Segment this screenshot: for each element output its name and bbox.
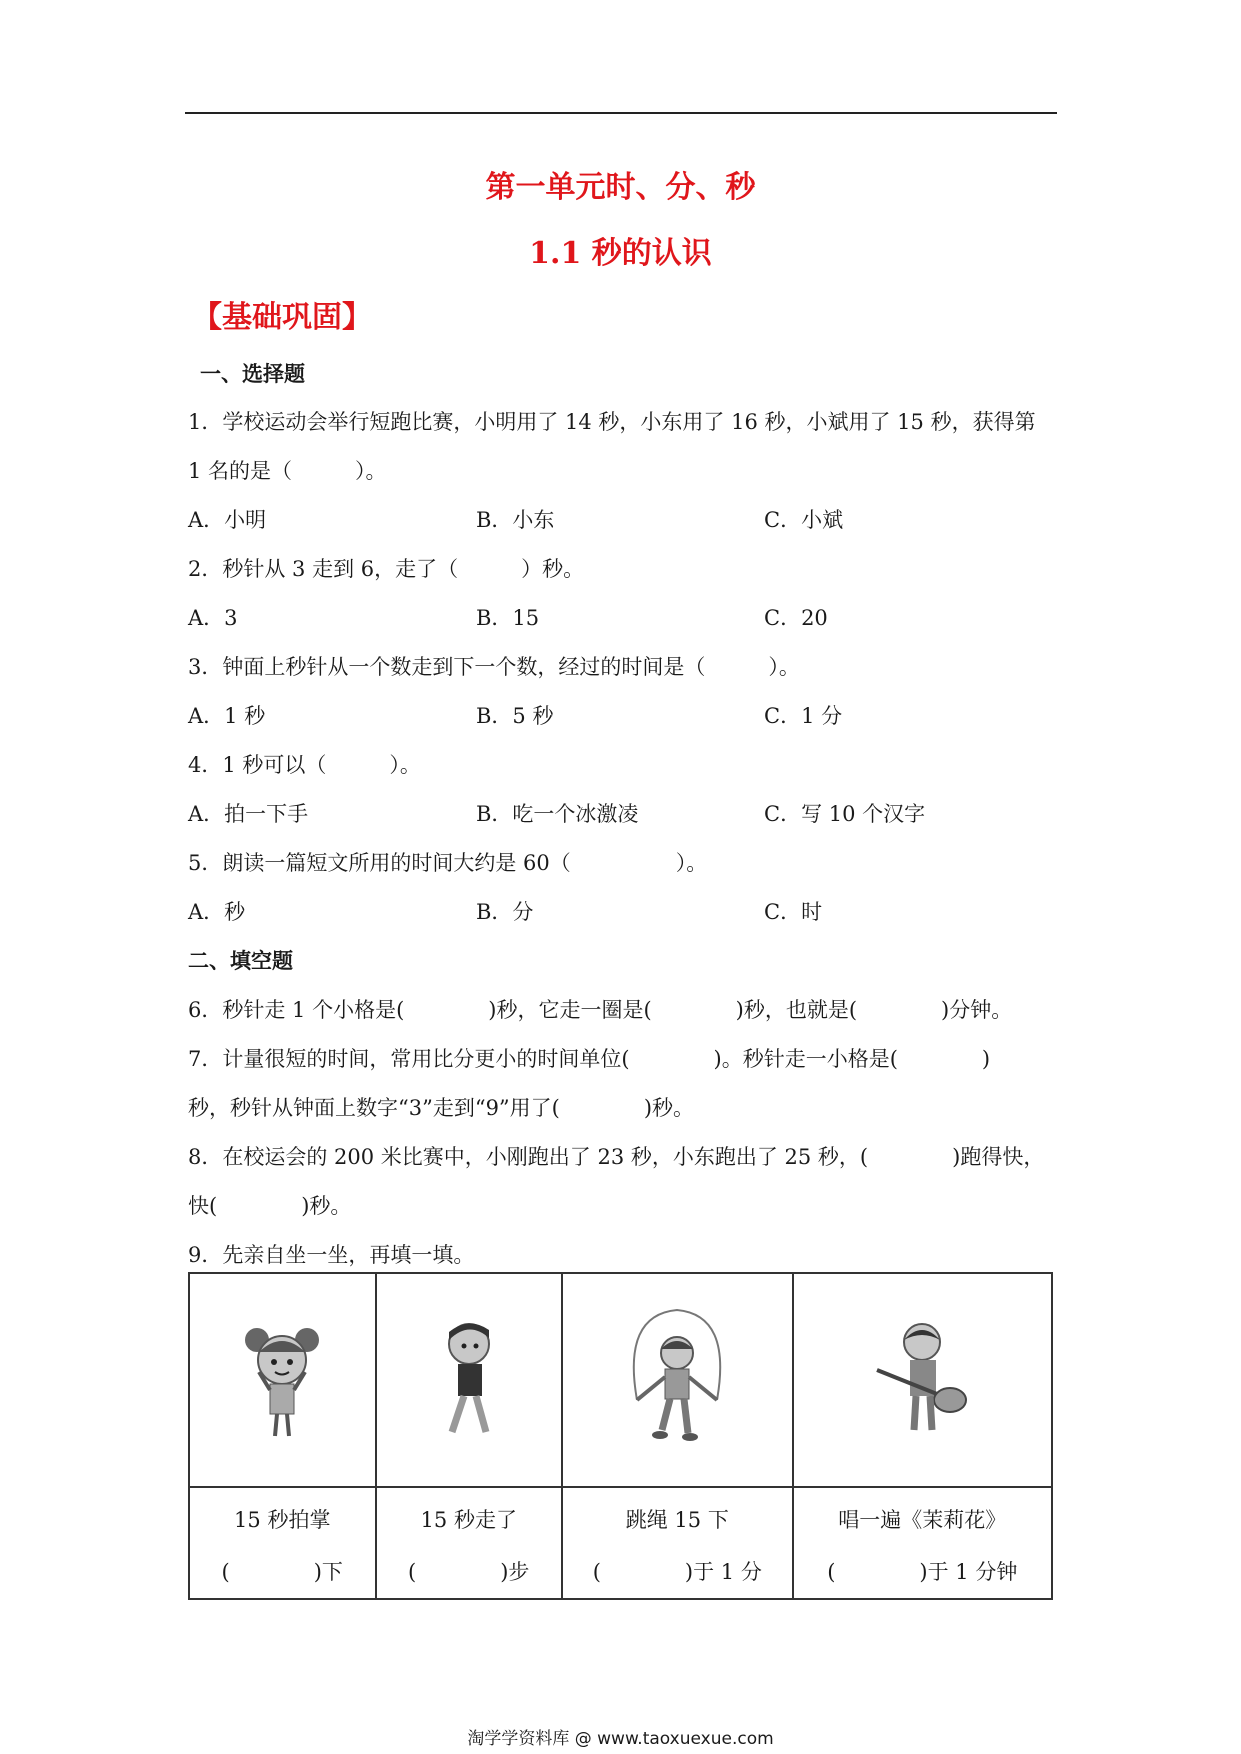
activity-cell-3: [562, 1487, 793, 1599]
picture-cell-jump-rope: [562, 1273, 793, 1487]
q4-option-a: A．拍一下手: [188, 802, 309, 826]
question-4: 4．1 秒可以（ ）。: [188, 753, 421, 777]
q5-option-c: C．时: [764, 900, 823, 924]
question-8-line-2: 快( )秒。: [188, 1194, 352, 1218]
guitar-boy-illustration: [872, 1320, 972, 1440]
q1-option-c: C．小斌: [764, 508, 844, 532]
q3-option-c: C．1 分: [764, 704, 843, 728]
activity-2-blank: ( )步: [408, 1560, 530, 1584]
section-heading: 【基础巩固】: [192, 300, 372, 335]
q1-option-b: B．小东: [476, 508, 555, 532]
activity-cell-4: [793, 1487, 1052, 1599]
activity-3-blank: ( )于 1 分: [592, 1560, 762, 1584]
activity-3-label: 跳绳 15 下: [625, 1508, 729, 1532]
question-2: 2．秒针从 3 走到 6，走了（ ）秒。: [188, 557, 585, 581]
clapping-girl-illustration: [237, 1320, 327, 1440]
question-6: 6．秒针走 1 个小格是( )秒，它走一圈是( )秒，也就是( )分钟。: [188, 998, 1013, 1022]
q1-option-a: A．小明: [188, 508, 267, 532]
activity-4-blank: ( )于 1 分钟: [827, 1560, 1018, 1584]
activity-cell-2: [376, 1487, 563, 1599]
question-9: 9．先亲自坐一坐，再填一填。: [188, 1243, 475, 1267]
q4-option-b: B．吃一个冰激凌: [476, 802, 639, 826]
picture-cell-girl: [189, 1273, 376, 1487]
question-8-line-1: 8．在校运会的 200 米比赛中，小刚跑出了 23 秒，小东跑出了 25 秒，( )跑得快，: [188, 1145, 1045, 1169]
activity-1-blank: ( )下: [221, 1560, 343, 1584]
q4-option-c: C．写 10 个汉字: [764, 802, 926, 826]
part1-heading: 一、选择题: [200, 361, 305, 386]
header-rule: [185, 112, 1057, 114]
question-3: 3．钟面上秒针从一个数走到下一个数，经过的时间是（ ）。: [188, 655, 800, 679]
part2-heading: 二、填空题: [188, 948, 293, 973]
question-1-line-2: 1 名的是（ ）。: [188, 459, 387, 483]
q3-option-a: A．1 秒: [188, 704, 266, 728]
question-7-line-1: 7．计量很短的时间，常用比分更小的时间单位( )。秒针走一小格是( ): [188, 1047, 991, 1071]
activity-4-label: 唱一遍《茉莉花》: [838, 1508, 1007, 1532]
q3-option-b: B．5 秒: [476, 704, 554, 728]
unit-title: 第一单元时、分、秒: [485, 170, 756, 205]
question-1-line-1: 1．学校运动会举行短跑比赛，小明用了 14 秒，小东用了 16 秒，小斌用了 15 秒，获得第: [188, 410, 1036, 434]
picture-cell-guitar: [793, 1273, 1052, 1487]
q2-option-a: A．3: [188, 606, 238, 630]
question-5: 5．朗读一篇短文所用的时间大约是 60（ ）。: [188, 851, 708, 875]
walking-boy-illustration: [434, 1320, 504, 1440]
footer-watermark: 淘学学资料库 @ www.taoxuexue.com: [467, 1729, 774, 1749]
q5-option-a: A．秒: [188, 900, 246, 924]
activity-1-label: 15 秒拍掌: [234, 1508, 331, 1532]
picture-cell-walking-boy: [376, 1273, 563, 1487]
q2-option-c: C．20: [764, 606, 828, 630]
q5-option-b: B．分: [476, 900, 534, 924]
activity-cell-1: [189, 1487, 376, 1599]
q2-option-b: B．15: [476, 606, 540, 630]
question-7-line-2: 秒，秒针从钟面上数字“3”走到“9”用了( )秒。: [188, 1096, 695, 1120]
activity-table: [188, 1272, 1053, 1600]
activity-2-label: 15 秒走了: [420, 1508, 517, 1532]
lesson-title: 1.1 秒的认识: [529, 236, 712, 271]
jump-rope-boy-illustration: [622, 1305, 732, 1455]
